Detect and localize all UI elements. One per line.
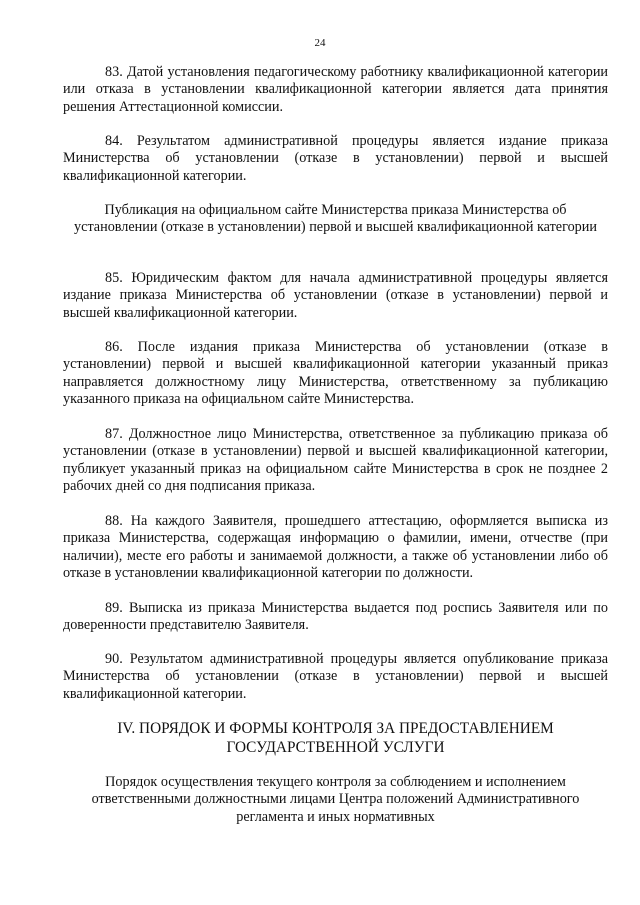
subheading-publication: Публикация на официальном сайте Министерства приказа Министерства об установлении (отказе в установлении) первой и высшей квалификационной категории (74, 202, 597, 236)
section-iv-heading: IV. ПОРЯДОК И ФОРМЫ КОНТРОЛЯ ЗА ПРЕДОСТАВЛЕНИЕМ ГОСУДАРСТВЕННОЙ УСЛУГИ (117, 720, 554, 756)
page-number: 24 (314, 37, 326, 49)
paragraph-90: 90. Результатом административной процедуры является опубликование приказа Министерства об установлении (отказе в установлении) первой и высшей квалификационной категории. (63, 651, 608, 702)
paragraph-84: 84. Результатом административной процедуры является издание приказа Министерства об установлении (отказе в установлении) первой и высшей квалификационной категории. (63, 133, 608, 184)
paragraph-88: 88. На каждого Заявителя, прошедшего аттестацию, оформляется выписка из приказа Министерства, содержащая информацию о фамилии, имени, отчестве (при наличии), месте его работы и занимаемой должности, а также об установлении либо об отказе в установлении квалификационной категории по должности. (63, 513, 608, 581)
section-iv-subheading: Порядок осуществления текущего контроля за соблюдением и исполнением ответственными должностными лицами Центра положений Административного регламента и иных нормативных (91, 774, 580, 825)
paragraph-87: 87. Должностное лицо Министерства, ответственное за публикацию приказа об установлении (отказе в установлении) первой и высшей квалификационной категории, публикует указанный приказ на официальном сайте Министерства в срок не позднее 2 рабочих дней со дня подписания приказа. (63, 426, 608, 494)
paragraph-83: 83. Датой установления педагогическому работнику квалификационной категории или отказа в установлении квалификационной категории является дата принятия решения Аттестационной комиссии. (63, 64, 608, 115)
paragraph-89: 89. Выписка из приказа Министерства выдается под роспись Заявителя или по доверенности представителю Заявителя. (63, 600, 608, 634)
paragraph-86: 86. После издания приказа Министерства об установлении (отказе в установлении) первой и высшей квалификационной категории указанный приказ направляется должностному лицу Министерства, ответственному за публикацию указанного приказа на официальном сайте Министерства. (63, 339, 608, 407)
paragraph-85: 85. Юридическим фактом для начала административной процедуры является издание приказа Министерства об установлении (отказе в установлении) первой и высшей квалификационной категории. (63, 270, 608, 321)
